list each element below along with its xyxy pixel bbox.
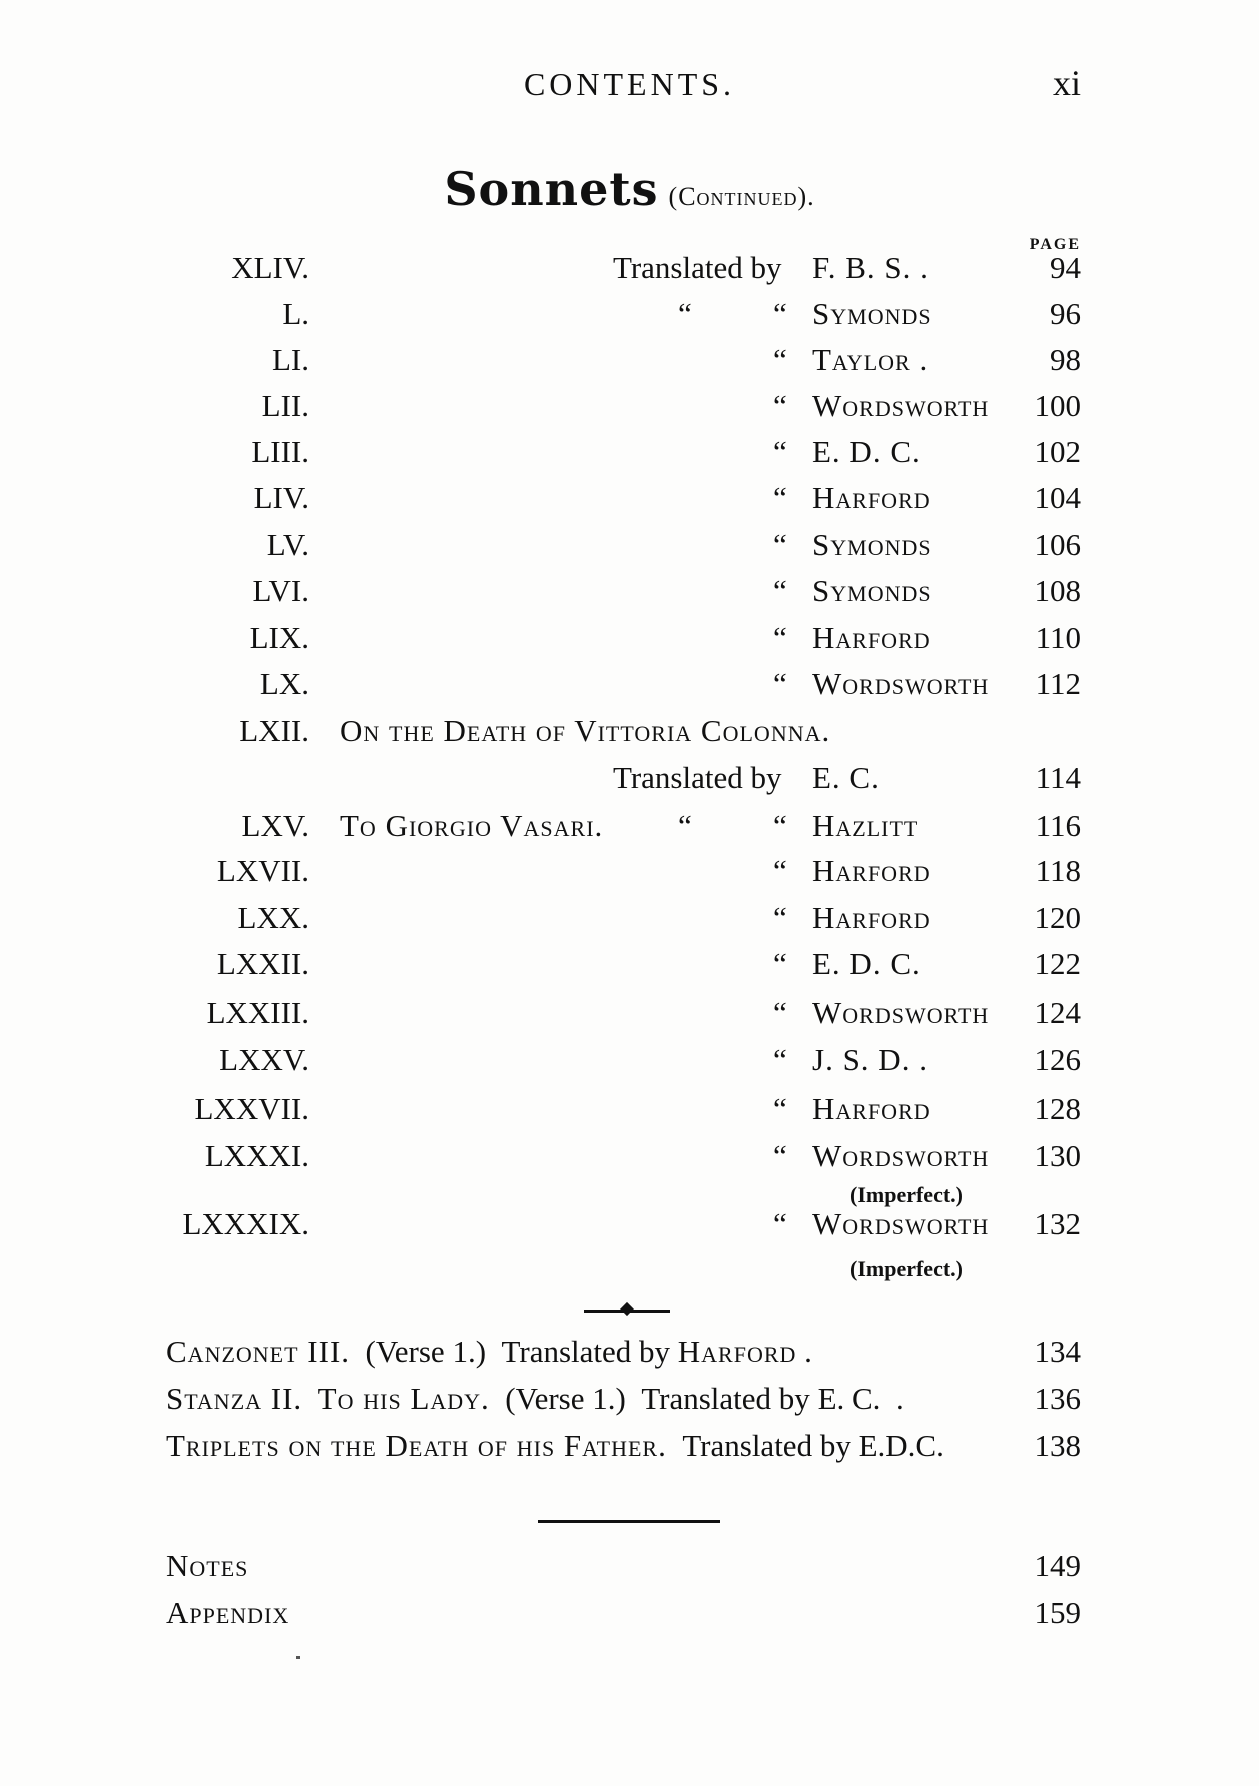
entry-number: LXII. bbox=[239, 713, 309, 748]
entry-translator: Harford bbox=[677, 1334, 797, 1369]
print-speck bbox=[296, 1656, 300, 1659]
toc-entry-continuation bbox=[0, 760, 1259, 806]
entry-page: 98 bbox=[1050, 342, 1081, 377]
toc-entry bbox=[0, 388, 1259, 434]
ditto-mark: “ bbox=[773, 900, 787, 935]
ditto-mark: “ bbox=[773, 620, 787, 655]
entry-page: 94 bbox=[1050, 250, 1081, 285]
ditto-mark: “ bbox=[678, 296, 692, 331]
entry-translator: E. C. bbox=[812, 760, 880, 795]
entry-translator: E.D.C. bbox=[858, 1428, 944, 1463]
entry-translator: E. D. C. bbox=[812, 434, 921, 469]
toc-entry bbox=[0, 808, 1259, 854]
entry-page: 96 bbox=[1050, 296, 1081, 331]
entry-number: LXXIII. bbox=[206, 995, 309, 1030]
entry-number: LX. bbox=[259, 666, 309, 701]
toc-entry bbox=[0, 1138, 1259, 1184]
ditto-mark: “ bbox=[773, 573, 787, 608]
page-number: xi bbox=[1052, 63, 1081, 103]
toc-entry bbox=[0, 342, 1259, 388]
ditto-mark: “ bbox=[773, 666, 787, 701]
ditto-mark: “ bbox=[773, 1091, 787, 1126]
toc-entry bbox=[0, 573, 1259, 619]
ditto-mark: “ bbox=[773, 1042, 787, 1077]
entry-page: 110 bbox=[1035, 620, 1081, 655]
entry-translator: Harford bbox=[812, 900, 931, 935]
toc-entry bbox=[0, 1042, 1259, 1088]
entry-number: LXX. bbox=[237, 900, 309, 935]
section-heading bbox=[0, 162, 1259, 216]
entry-title: Triplets on the Death of his Father. bbox=[166, 1428, 667, 1463]
toc-entry bbox=[0, 713, 1259, 759]
ditto-mark: “ bbox=[773, 434, 787, 469]
entry-page: 122 bbox=[1034, 946, 1081, 981]
entry-page: 106 bbox=[1034, 527, 1081, 562]
entry-page: 159 bbox=[1034, 1595, 1081, 1630]
page-header-title: CONTENTS. bbox=[523, 66, 736, 102]
toc-entry-other bbox=[166, 1428, 944, 1464]
entry-number: XLIV. bbox=[231, 250, 309, 285]
entry-page: 108 bbox=[1034, 573, 1081, 608]
entry-translator: E. D. C. bbox=[812, 946, 921, 981]
entry-translator: Taylor . bbox=[812, 342, 929, 377]
toc-entry bbox=[0, 900, 1259, 946]
ditto-mark: “ bbox=[773, 1138, 787, 1173]
translated-by-label: Translated by bbox=[613, 250, 782, 285]
entry-number: LVI. bbox=[252, 573, 309, 608]
toc-entry-appendix: Appendix bbox=[166, 1595, 290, 1630]
entry-translator: Harford bbox=[812, 1091, 931, 1126]
entry-page: 134 bbox=[1034, 1334, 1081, 1369]
entry-page: 120 bbox=[1034, 900, 1081, 935]
toc-entry bbox=[0, 666, 1259, 712]
entry-note: (Imperfect.) bbox=[850, 1256, 963, 1281]
ditto-mark: “ bbox=[773, 946, 787, 981]
entry-page: 138 bbox=[1034, 1428, 1081, 1463]
entry-page: 102 bbox=[1034, 434, 1081, 469]
entry-page: 118 bbox=[1035, 853, 1081, 888]
toc-entry bbox=[0, 946, 1259, 992]
toc-entry bbox=[0, 1091, 1259, 1137]
ornament-diamond bbox=[620, 1302, 634, 1316]
toc-entry bbox=[0, 434, 1259, 480]
entry-number: LIX. bbox=[249, 620, 309, 655]
entry-number: LIV. bbox=[253, 480, 309, 515]
entry-number: LXXVII. bbox=[194, 1091, 309, 1126]
section-heading-blackletter: Sonnets bbox=[444, 162, 659, 216]
entry-page: 112 bbox=[1035, 666, 1081, 701]
toc-entry bbox=[0, 853, 1259, 899]
entry-translator: Symonds bbox=[812, 573, 932, 608]
entry-detail: (Verse 1.) bbox=[505, 1381, 626, 1416]
ditto-mark: “ bbox=[773, 296, 787, 331]
entry-translator: Wordsworth bbox=[812, 1206, 990, 1241]
translated-by-label: Translated by bbox=[501, 1334, 671, 1369]
entry-page: 128 bbox=[1034, 1091, 1081, 1126]
entry-translator: Harford bbox=[812, 480, 931, 515]
entry-number: LI. bbox=[271, 342, 309, 377]
entry-translator: F. B. S. . bbox=[812, 250, 929, 285]
toc-entry bbox=[0, 995, 1259, 1041]
ditto-mark: “ bbox=[773, 342, 787, 377]
translated-by-label: Translated by bbox=[613, 760, 782, 795]
ditto-mark: “ bbox=[773, 1206, 787, 1241]
entry-title: To Giorgio Vasari. bbox=[340, 808, 604, 843]
entry-page: 130 bbox=[1034, 1138, 1081, 1173]
entry-page: 104 bbox=[1034, 480, 1081, 515]
toc-entry bbox=[0, 527, 1259, 573]
toc-entry bbox=[0, 620, 1259, 666]
ditto-mark: “ bbox=[773, 808, 787, 843]
entry-translator: Wordsworth bbox=[812, 388, 990, 423]
toc-entry-notes: Notes bbox=[166, 1548, 249, 1583]
ditto-mark: “ bbox=[678, 808, 692, 843]
entry-translator: Harford bbox=[812, 853, 931, 888]
entry-title: Stanza II. bbox=[166, 1381, 303, 1416]
entry-number: LXXXI. bbox=[204, 1138, 309, 1173]
entry-translator: Wordsworth bbox=[812, 1138, 990, 1173]
entry-number: LXV. bbox=[241, 808, 309, 843]
toc-entry-other bbox=[166, 1381, 904, 1417]
entry-page: 126 bbox=[1034, 1042, 1081, 1077]
entry-page: 124 bbox=[1034, 995, 1081, 1030]
entry-note: (Imperfect.) bbox=[850, 1182, 963, 1207]
entry-translator: E. C. bbox=[817, 1381, 881, 1416]
toc-entry bbox=[0, 1206, 1259, 1252]
entry-number: LII. bbox=[261, 388, 309, 423]
toc-entry-other bbox=[166, 1334, 812, 1370]
entry-translator: Hazlitt bbox=[812, 808, 919, 843]
entry-title: On the Death of Vittoria Colonna. bbox=[340, 713, 831, 748]
entry-translator: Wordsworth bbox=[812, 666, 990, 701]
entry-translator: Symonds bbox=[812, 527, 932, 562]
ditto-mark: “ bbox=[773, 527, 787, 562]
entry-page: 116 bbox=[1035, 808, 1081, 843]
ditto-mark: “ bbox=[773, 388, 787, 423]
leader-dot: . bbox=[895, 1381, 904, 1416]
entry-page: 149 bbox=[1034, 1548, 1081, 1583]
entry-title: Canzonet III. bbox=[166, 1334, 351, 1369]
entry-page: 114 bbox=[1035, 760, 1081, 795]
entry-number: LXXV. bbox=[219, 1042, 309, 1077]
ditto-mark: “ bbox=[773, 480, 787, 515]
entry-number: LXXXIX. bbox=[182, 1206, 309, 1241]
leader-dot: . bbox=[804, 1334, 812, 1369]
entry-page: 100 bbox=[1034, 388, 1081, 423]
ditto-mark: “ bbox=[773, 853, 787, 888]
section-heading-subtitle: (Continued). bbox=[668, 182, 815, 211]
entry-page: 132 bbox=[1034, 1206, 1081, 1241]
entry-number: LXXII. bbox=[216, 946, 309, 981]
entry-number: LV. bbox=[266, 527, 309, 562]
entry-number: L. bbox=[282, 296, 309, 331]
entry-translator: Harford bbox=[812, 620, 931, 655]
toc-entry bbox=[0, 296, 1259, 342]
ditto-mark: “ bbox=[773, 995, 787, 1030]
toc-entry bbox=[0, 250, 1259, 296]
toc-entry bbox=[0, 480, 1259, 526]
entry-detail: (Verse 1.) bbox=[365, 1334, 487, 1369]
entry-number: LXVII. bbox=[216, 853, 309, 888]
translated-by-label: Translated by bbox=[682, 1428, 851, 1463]
entry-translator: Symonds bbox=[812, 296, 932, 331]
entry-subtitle: To his Lady. bbox=[317, 1381, 490, 1416]
entry-translator: J. S. D. . bbox=[812, 1042, 928, 1077]
entry-translator: Wordsworth bbox=[812, 995, 990, 1030]
section-divider bbox=[538, 1520, 720, 1523]
page-column-label: PAGE bbox=[1029, 236, 1081, 253]
entry-number: LIII. bbox=[251, 434, 309, 469]
translated-by-label: Translated by bbox=[641, 1381, 810, 1416]
entry-page: 136 bbox=[1034, 1381, 1081, 1416]
